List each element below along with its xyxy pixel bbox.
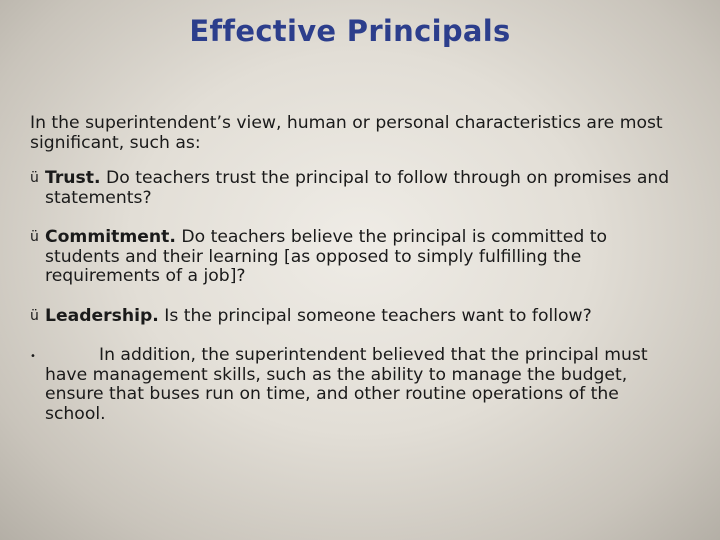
list-item-text <box>45 345 648 424</box>
list-item-management <box>30 346 680 424</box>
list-item-text <box>45 227 607 286</box>
slide-body <box>30 114 680 444</box>
list-item-leadership <box>30 307 680 327</box>
intro-paragraph: In the superintendent’s view, human or personal characteristics are most significant, such as: <box>30 113 663 153</box>
bullet-icon: • <box>30 351 36 362</box>
list-item-text <box>45 306 592 326</box>
item-description: Is the principal someone teachers want to follow? <box>158 305 592 326</box>
item-term: Commitment. <box>45 227 176 247</box>
item-description: In addition, the superintendent believed that the principal must have management skills, such as the ability to manage the budget, ensure that buses run on time, and other routine operations of the school. <box>45 345 648 424</box>
checkmark-icon: ü <box>30 170 39 186</box>
slide-title: Effective Principals <box>189 14 511 48</box>
item-term: Trust. <box>45 168 101 188</box>
checkmark-icon: ü <box>30 229 39 245</box>
list-item-trust <box>30 169 680 208</box>
list-item-commitment <box>30 228 680 287</box>
item-term: Leadership. <box>45 305 159 326</box>
item-description: Do teachers believe the principal is committed to students and their learning [as opposed to simply fulfilling the requirements of a job]? <box>45 227 607 286</box>
checkmark-icon: ü <box>30 307 39 324</box>
item-description: Do teachers trust the principal to follow through on promises and statements? <box>45 168 670 208</box>
list-item-text <box>45 168 669 208</box>
